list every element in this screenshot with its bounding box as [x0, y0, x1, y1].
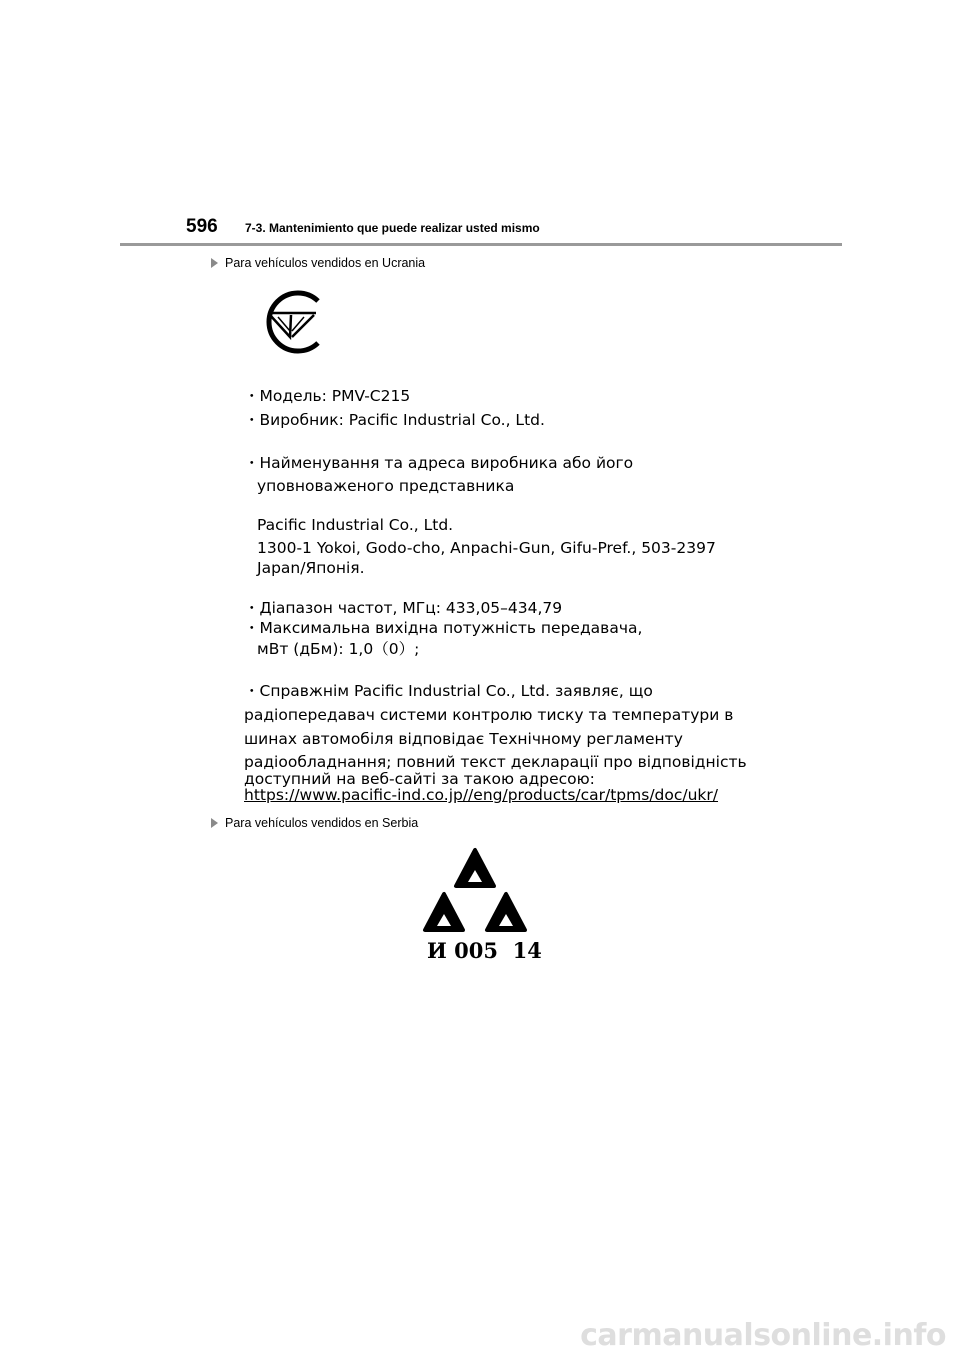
ua-declaration-line-1: ・Справжнім Pacific Industrial Co., Ltd. заявляє, що: [244, 682, 653, 700]
ua-power-line-1: ・Максимальна вихідна потужність передавача,: [244, 619, 643, 637]
ukraine-conformity-mark-icon: [256, 289, 326, 360]
ua-company-address: 1300-1 Yokoi, Godo-cho, Anpachi-Gun, Gifu-Pref., 503-2397: [257, 539, 716, 557]
watermark: carmanualsonline.info: [580, 1318, 946, 1353]
ukraine-subheading: [211, 256, 425, 270]
ua-company-country: Japan/Японія.: [257, 559, 365, 577]
ua-manufacturer-line: ・Виробник: Pacific Industrial Co., Ltd.: [244, 411, 545, 429]
triangle-bullet-icon: [211, 258, 218, 268]
ua-declaration-line-2: радіопередавач системи контролю тиску та температури в: [244, 706, 734, 724]
ukraine-subheading-text: Para vehículos vendidos en Ucrania: [225, 256, 426, 270]
section-title: 7-3. Mantenimiento que puede realizar usted mismo: [245, 221, 540, 235]
ua-declaration-line-5: доступний на веб-сайті за такою адресою:: [244, 770, 595, 788]
page-number: 596: [186, 216, 218, 237]
ua-declaration-line-3: шинах автомобіля відповідає Технічному регламенту: [244, 730, 683, 748]
ua-model-line: ・Модель: PMV-C215: [244, 387, 411, 405]
triangle-bullet-icon: [211, 818, 218, 828]
serbia-subheading: [211, 816, 418, 830]
serbia-certification-code: И 005 14: [427, 938, 542, 963]
ua-declaration-url-link[interactable]: https://www.pacific-ind.co.jp//eng/products/car/tpms/doc/ukr/: [244, 786, 719, 804]
ua-declaration-line-4: радіообладнання; повний текст декларації про відповідність: [244, 753, 747, 771]
ua-company-name: Pacific Industrial Co., Ltd.: [257, 516, 454, 534]
ua-representative-line-2: уповноваженого представника: [257, 477, 515, 495]
header-divider: [120, 243, 842, 246]
ua-frequency-line: ・Діапазон частот, МГц: 433,05–434,79: [244, 599, 563, 617]
serbia-conformity-triangles-icon: [420, 846, 530, 941]
serbia-subheading-text: Para vehículos vendidos en Serbia: [225, 816, 419, 830]
ua-representative-line-1: ・Найменування та адреса виробника або його: [244, 454, 634, 472]
ua-power-line-2: мВт (дБм): 1,0（0）;: [257, 640, 420, 658]
